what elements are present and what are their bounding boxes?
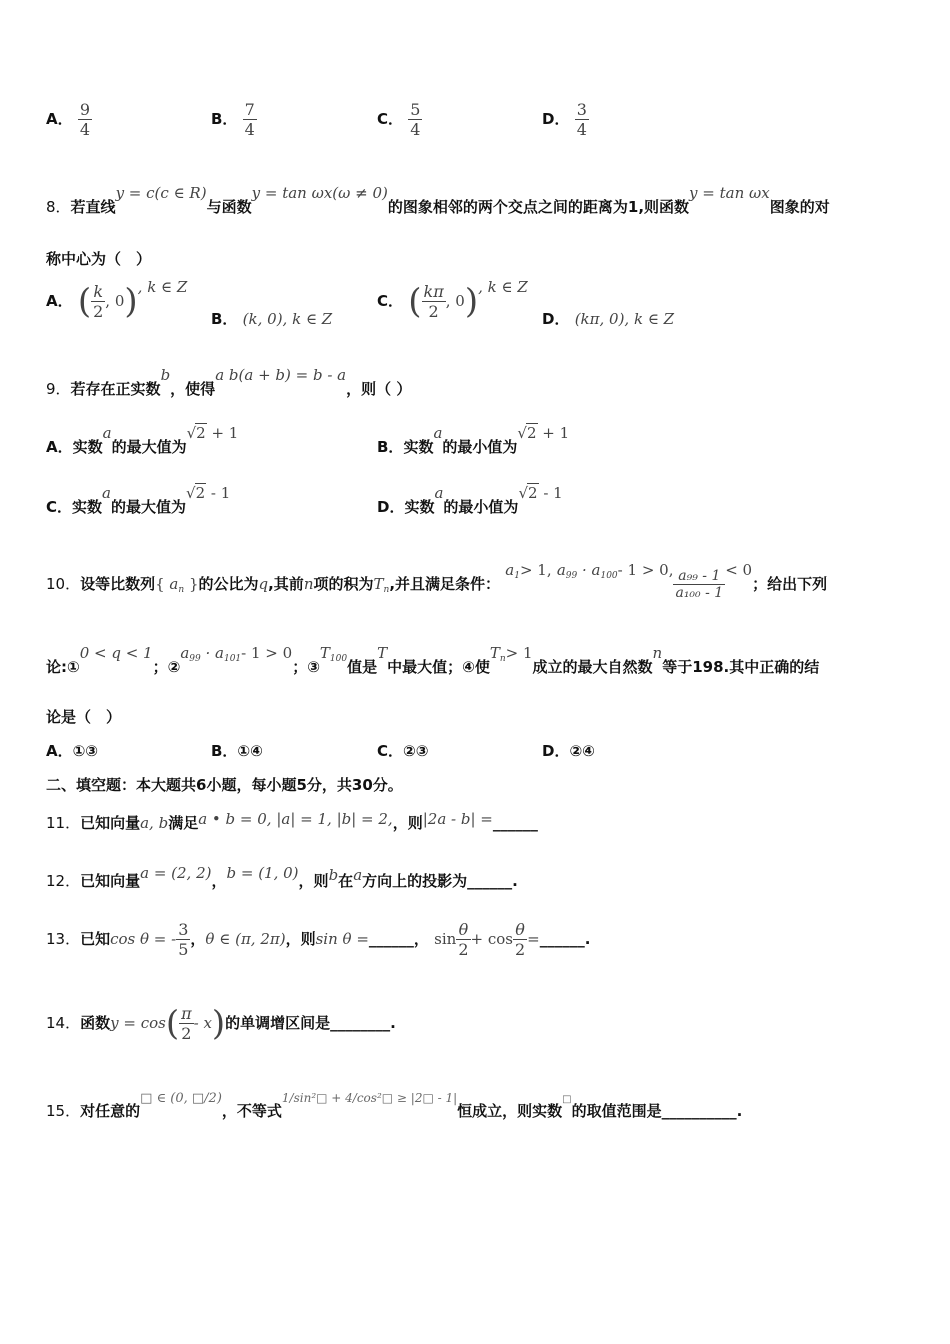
q8-option-d: D． (kπ, 0), k ∈ Z [542,310,675,328]
q10-option-c: C．②③ [377,742,429,760]
q7-option-a-label: A． [46,110,73,128]
q7-option-d [542,100,589,139]
q7-option-a-fraction: $\frac{9}{4}$ [79,100,91,139]
q7-option-a [46,100,92,139]
q12-stem: 12．已知向量a = (2, 2)，b = (1, 0)，则b在a方向上的投影为______. [46,864,518,890]
q7-option-b-fraction: $\frac{7}{4}$ [244,100,255,139]
q10-stem-line3: 论是（ ） [46,708,122,726]
q13-stem: 13．已知cos θ = - $\frac{3}{5}$ ，θ ∈ (π, 2π)，则sin θ =______， sin $\frac{\theta}{2}$ + cos $\frac{\theta}{2}$ =______. [46,920,591,959]
q9-option-c: C．实数a的最大值为√2 - 1 [46,484,231,516]
q10-option-a: A．①③ [46,742,99,760]
q14-stem: 14．函数y = cos( $\frac{\pi}{2}$ - x)的单调增区间是________. [46,1003,396,1044]
q7-option-d-label: D． [542,110,570,128]
q7-option-b-label: B． [211,110,238,128]
q8-math-2: y = tan ωx(ω ≠ 0) [251,184,388,202]
q10-stem-line2: 论:①0 < q < 1；$②a_{99} \cdot a_{101}-$ 1 > 0；$③T_{100}$值是T中最大值；④使$T_n> 1$成立的最大自然数n等于198.其中正确的结 [46,644,820,676]
q8-option-a: A． ( $\frac{k}{2}$ , 0), k ∈ Z [46,278,188,322]
q7-option-c-fraction: $\frac{5}{4}$ [410,100,421,139]
q9-option-b: B．实数a的最小值为√2 + 1 [377,424,570,456]
q8-stem-line2: 称中心为（ ） [46,250,152,268]
q15-stem: 15．对任意的□ ∈ (0, □/2)，不等式$^{1/sin^2□ + 4/cos^2□ \ge |2□ - 1|}$恒成立，则实数□的取值范围是__________. [46,1091,743,1120]
q10-option-b: B．①④ [211,742,263,760]
q7-option-c-label: C． [377,110,404,128]
section-heading: 二、填空题：本大题共6小题，每小题5分，共30分。 [46,776,403,794]
q7-option-c [377,100,422,139]
q8-math-1: y = c(c ∈ R) [115,184,207,202]
q8-option-c: C． ( $\frac{k\pi}{2}$ , 0), k ∈ Z [377,278,528,322]
q10-option-d: D．②④ [542,742,595,760]
q9-option-d: D．实数a的最小值为√2 - 1 [377,484,563,516]
q8-stem-line1: 8．若直线y = c(c ∈ R)与函数y = tan ωx(ω ≠ 0)的图象相邻的两个交点之间的距离为1,则函数y = tan ωx图象的对 [46,184,830,216]
q8-option-b: B． (k, 0), k ∈ Z [211,310,333,328]
q8-math-3: y = tan ωx [689,184,770,202]
q7-option-d-fraction: $\frac{3}{4}$ [576,100,587,139]
q9-option-a: A．实数a的最大值为√2 + 1 [46,424,239,456]
q10-stem-line1: 10．设等比数列{ $a_n$ }的公比为q,其前n项的积为$T_n$,并且满足条件： $a_1> 1$, $a_{99} \cdot a_{100}-$ 1 > 0, $\frac{\text{a₉₉ - 1}}{\text{a₁₀₀ - 1}}$ < 0；给出下列 [46,561,828,601]
q7-option-b [211,100,257,139]
q11-stem: 11．已知向量a, b满足a • b = 0, |a| = 1, |b| = 2,，则|2a - b| =______ [46,810,538,832]
q9-stem: 9．若存在正实数b，使得a b(a + b) = b - a，则（ ） [46,366,412,398]
